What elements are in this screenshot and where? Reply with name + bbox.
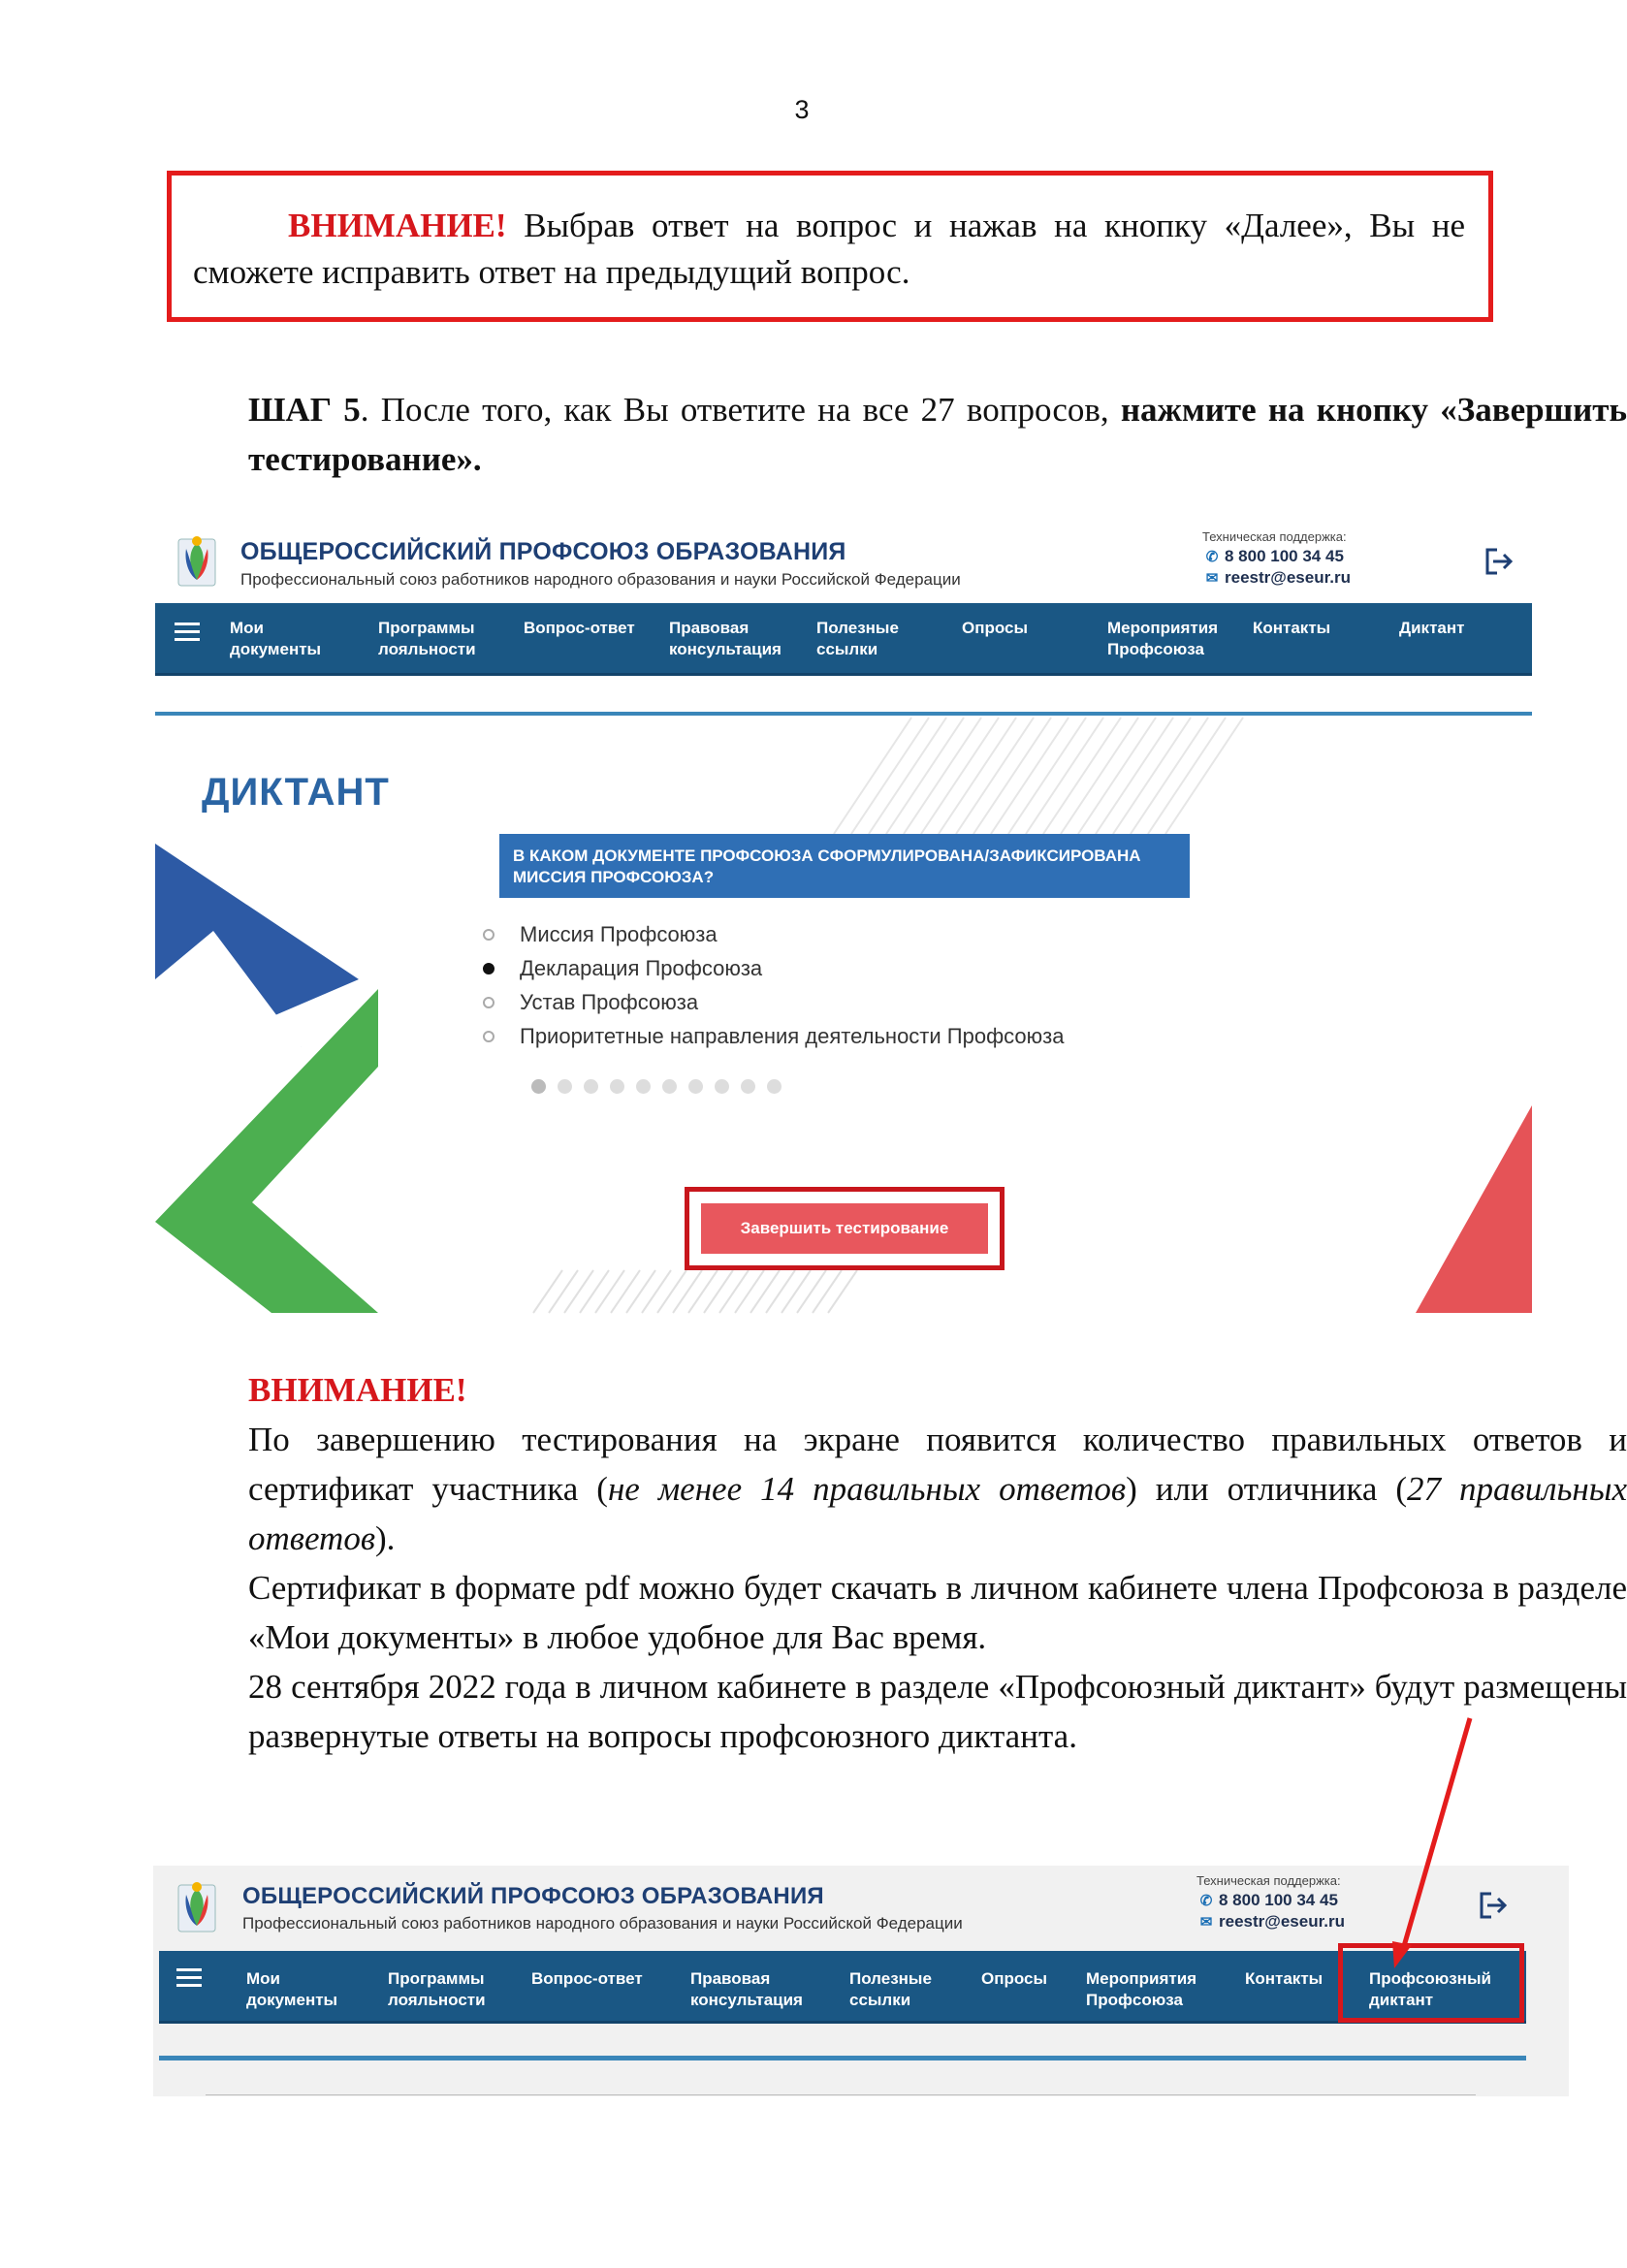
option-label: Декларация Профсоюза: [520, 956, 763, 980]
step5-action: нажмите на кнопку «Завершить тестирование».: [248, 391, 1627, 478]
email-text: reestr@eseur.ru: [1225, 568, 1351, 587]
phone-icon: ✆: [1205, 549, 1219, 565]
radio-icon[interactable]: [483, 1031, 494, 1042]
attention2-paragraph3: 28 сентября 2022 года в личном кабинете в разделе «Профсоюзный диктант» будут размещены развернутые ответы на вопросы профсоюзного диктанта.: [248, 1668, 1627, 1755]
step5-paragraph: [153, 385, 1627, 484]
support-phone[interactable]: [1199, 1891, 1338, 1910]
pagination-dot[interactable]: [662, 1079, 677, 1094]
section-divider: [155, 712, 1532, 716]
support-label: Техническая поддержка:: [1196, 1873, 1341, 1888]
red-stripe: [1416, 1105, 1532, 1313]
question-banner: В КАКОМ ДОКУМЕНТЕ ПРОФСОЮЗА СФОРМУЛИРОВАНА/ЗАФИКСИРОВАНА МИССИЯ ПРОФСОЮЗА?: [499, 834, 1190, 898]
answer-option-selected[interactable]: [520, 956, 762, 981]
support-label: Техническая поддержка:: [1202, 529, 1347, 544]
nav-contacts[interactable]: Контакты: [1253, 619, 1331, 637]
logout-icon[interactable]: [1483, 547, 1515, 576]
attention2-label: ВНИМАНИЕ!: [248, 1371, 467, 1409]
finish-highlight: [685, 1187, 1005, 1270]
support-email[interactable]: [1199, 1912, 1345, 1932]
support-email[interactable]: [1205, 568, 1351, 588]
nav-links[interactable]: Полезные ссылки: [816, 619, 899, 658]
pagination-dot[interactable]: [741, 1079, 755, 1094]
content-divider: [206, 2094, 1476, 2095]
step5-text: . После того, как Вы ответите на все 27 вопросов,: [360, 391, 1121, 429]
question-pagination: [531, 1079, 793, 1099]
nav-union-dictation[interactable]: Профсоюзный диктант: [1369, 1969, 1491, 2009]
radio-icon[interactable]: [483, 997, 494, 1008]
attention2-paragraph2: Сертификат в формате pdf можно будет скачать в личном кабинете члена Профсоюза в разделе «Мои документы» в любое удобное для Вас время.: [248, 1569, 1627, 1656]
pagination-dot[interactable]: [715, 1079, 729, 1094]
phone-text: 8 800 100 34 45: [1225, 547, 1344, 565]
org-subtitle: Профессиональный союз работников народного образования и науки Российской Федерации: [240, 570, 961, 589]
phone-text: 8 800 100 34 45: [1219, 1891, 1338, 1909]
main-nav: [155, 603, 1532, 676]
p1-italic-b: не менее 14 правильных ответов: [607, 1470, 1127, 1508]
page-number: 3: [794, 95, 810, 124]
org-subtitle: Профессиональный союз работников народного образования и науки Российской Федерации: [242, 1914, 963, 1933]
support-phone[interactable]: [1205, 547, 1344, 566]
p1-text-a: По завершению тестирования на экране появится количество правильных ответов и сертификат участника (: [248, 1421, 1627, 1508]
nav-qa[interactable]: Вопрос-ответ: [531, 1969, 643, 1988]
nav-contacts[interactable]: Контакты: [1245, 1969, 1324, 1988]
screenshot-menu: [153, 1866, 1569, 2096]
nav-links[interactable]: Полезные ссылки: [849, 1969, 932, 2009]
attention-body: Выбрав ответ на вопрос и нажав на кнопку «Далее», Вы не сможете исправить ответ на предыдущий вопрос.: [193, 207, 1465, 291]
dictation-title: ДИКТАНТ: [202, 771, 390, 814]
email-text: reestr@eseur.ru: [1219, 1912, 1345, 1931]
p1-text-c: ) или отличника (: [1126, 1470, 1408, 1508]
option-label: Устав Профсоюза: [520, 990, 699, 1014]
union-logo-icon: [175, 1877, 219, 1937]
pagination-dot[interactable]: [688, 1079, 703, 1094]
section-divider: [159, 2056, 1526, 2060]
attention-label: ВНИМАНИЕ!: [288, 207, 507, 244]
p1-italic-d: 27 правильных ответов: [248, 1470, 1627, 1557]
attention2-paragraph1: [153, 1415, 1627, 1563]
p1-text-e: ).: [375, 1519, 396, 1557]
nav-events[interactable]: Мероприятия Профсоюза: [1107, 619, 1219, 658]
screenshot-quiz: [155, 524, 1532, 1313]
nav-legal[interactable]: Правовая консультация: [669, 619, 782, 658]
dictation-highlight: [1338, 1943, 1524, 2023]
pagination-dot[interactable]: [636, 1079, 651, 1094]
menu-icon[interactable]: [175, 623, 200, 646]
nav-dictation[interactable]: Диктант: [1399, 619, 1465, 637]
site-header: [155, 524, 1532, 603]
radio-selected-icon[interactable]: [483, 963, 494, 974]
org-title: ОБЩЕРОССИЙСКИЙ ПРОФСОЮЗ ОБРАЗОВАНИЯ: [240, 538, 846, 565]
step5-label: ШАГ 5: [248, 391, 361, 429]
nav-my-documents[interactable]: Мои документы: [230, 619, 322, 658]
option-label: Приоритетные направления деятельности Профсоюза: [520, 1024, 1065, 1048]
finish-test-button[interactable]: Завершить тестирование: [701, 1203, 988, 1254]
nav-loyalty[interactable]: Программы лояльности: [378, 619, 476, 658]
pagination-dot[interactable]: [610, 1079, 624, 1094]
mail-icon: ✉: [1199, 1914, 1213, 1931]
answer-option[interactable]: [520, 922, 718, 947]
stripe-decor-bottom: [533, 1270, 857, 1313]
nav-legal[interactable]: Правовая консультация: [690, 1969, 803, 2009]
menu-icon[interactable]: [176, 1968, 202, 1992]
nav-polls[interactable]: Опросы: [962, 619, 1029, 637]
union-logo-icon: [175, 531, 219, 591]
nav-polls[interactable]: Опросы: [981, 1969, 1048, 1988]
nav-events[interactable]: Мероприятия Профсоюза: [1086, 1969, 1197, 2009]
option-label: Миссия Профсоюза: [520, 922, 718, 946]
logout-icon[interactable]: [1478, 1891, 1509, 1920]
answer-option[interactable]: [520, 1024, 1064, 1049]
nav-loyalty[interactable]: Программы лояльности: [388, 1969, 486, 2009]
attention2-label-line: [153, 1365, 1627, 1415]
attention-text: [193, 203, 1465, 296]
nav-qa[interactable]: Вопрос-ответ: [524, 619, 635, 637]
phone-icon: ✆: [1199, 1893, 1213, 1909]
main-nav: [159, 1951, 1526, 2024]
answer-option[interactable]: [520, 990, 698, 1015]
pagination-dot[interactable]: [584, 1079, 598, 1094]
site-header: [153, 1866, 1569, 1951]
org-title: ОБЩЕРОССИЙСКИЙ ПРОФСОЮЗ ОБРАЗОВАНИЯ: [242, 1883, 824, 1909]
radio-icon[interactable]: [483, 929, 494, 941]
pagination-dot[interactable]: [767, 1079, 782, 1094]
pagination-dot[interactable]: [558, 1079, 572, 1094]
stripe-decor-top: [834, 718, 1243, 834]
pagination-dot[interactable]: [531, 1079, 546, 1094]
mail-icon: ✉: [1205, 570, 1219, 587]
attention-box: [167, 171, 1493, 322]
nav-my-documents[interactable]: Мои документы: [246, 1969, 338, 2009]
